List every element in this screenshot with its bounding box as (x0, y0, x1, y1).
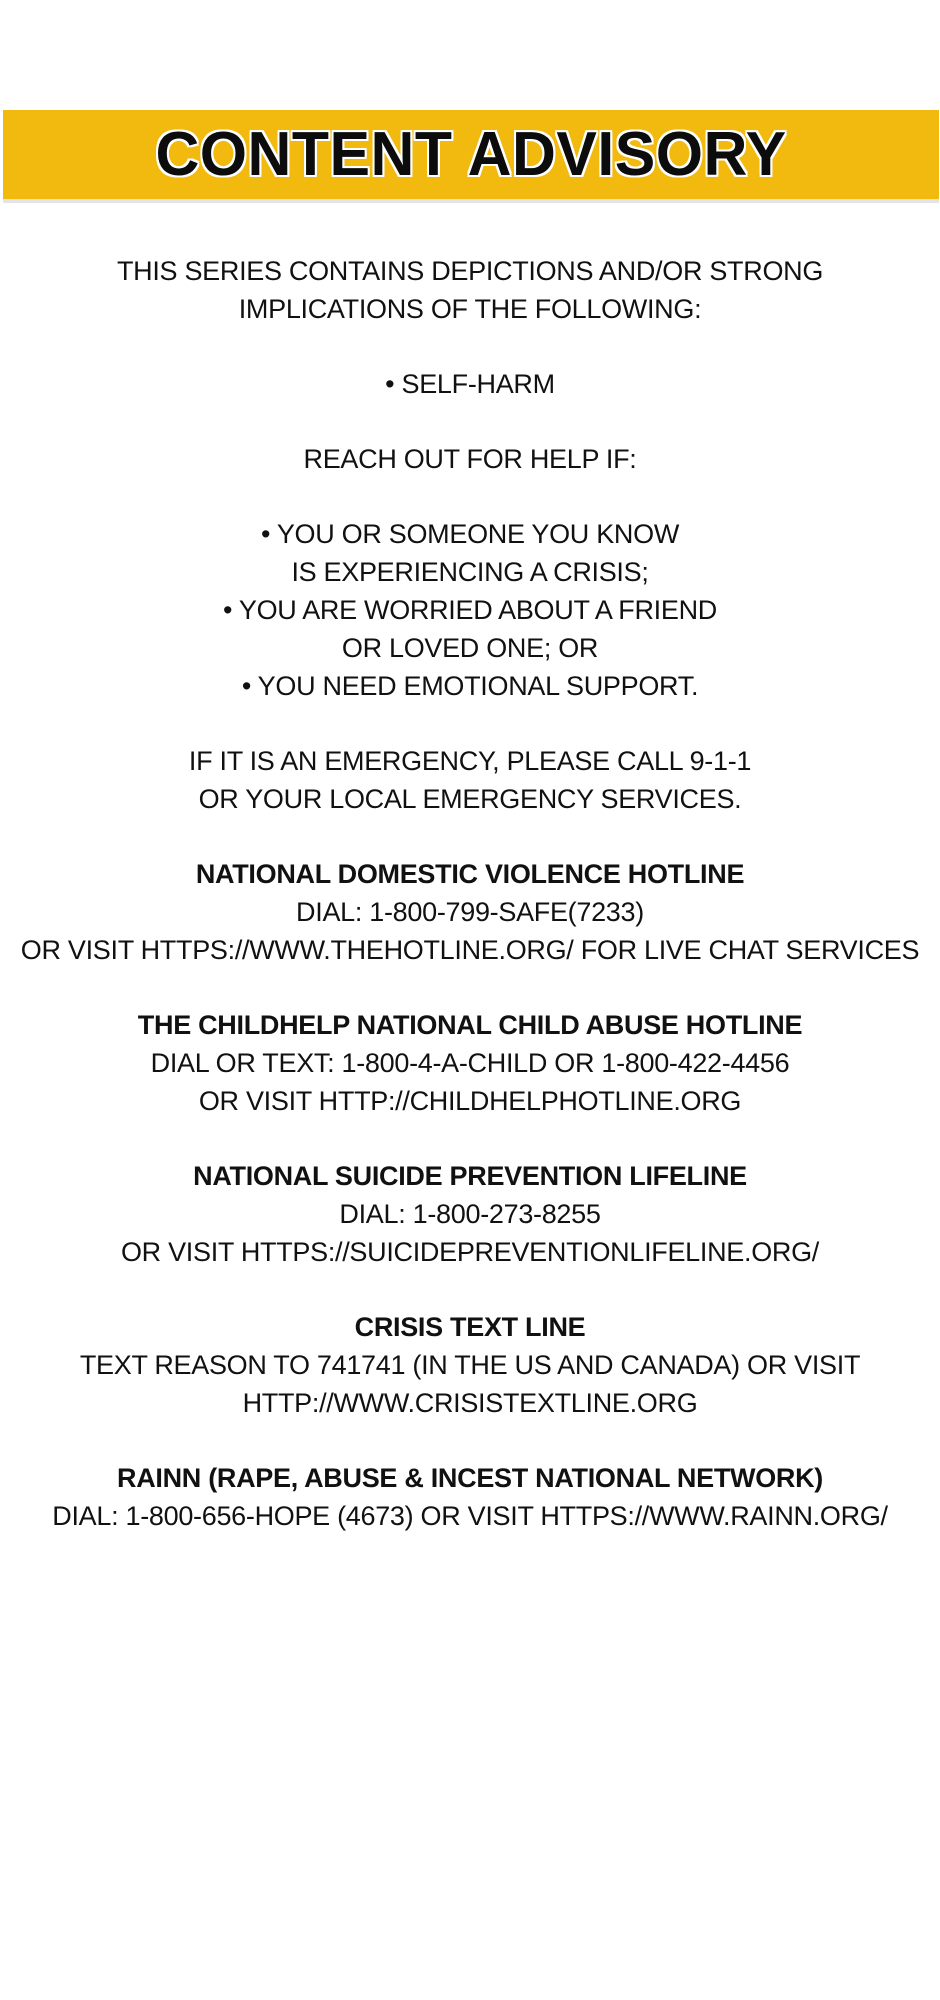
resource-line: TEXT REASON TO 741741 (IN THE US AND CANADA) OR VISIT (79, 1350, 861, 1380)
reach-out-line: • YOU NEED EMOTIONAL SUPPORT. (241, 671, 699, 701)
resource-name: NATIONAL SUICIDE PREVENTION LIFELINE (193, 1161, 747, 1191)
reach-out-section (0, 440, 940, 705)
resource-line: OR VISIT HTTPS://SUICIDEPREVENTIONLIFELINE.ORG/ (120, 1237, 820, 1267)
topic-item: • SELF-HARM (385, 369, 555, 399)
resource-line: OR VISIT HTTP://CHILDHELPHOTLINE.ORG (198, 1086, 742, 1116)
emergency-line: IF IT IS AN EMERGENCY, PLEASE CALL 9-1-1 (188, 746, 752, 776)
reach-out-line: • YOU ARE WORRIED ABOUT A FRIEND (223, 595, 717, 625)
resource-name: NATIONAL DOMESTIC VIOLENCE HOTLINE (195, 859, 745, 889)
resource-line: HTTP://WWW.CRISISTEXTLINE.ORG (242, 1388, 698, 1418)
emergency-notice (0, 742, 940, 818)
resource-name: CRISIS TEXT LINE (354, 1312, 586, 1342)
resource-rainn (0, 1459, 940, 1535)
reach-out-line: IS EXPERIENCING A CRISIS; (291, 557, 649, 587)
resource-line: DIAL OR TEXT: 1-800-4-A-CHILD OR 1-800-422-4456 (150, 1048, 790, 1078)
resource-line: DIAL: 1-800-656-HOPE (4673) OR VISIT HTTPS://WWW.RAINN.ORG/ (52, 1501, 888, 1531)
intro-line: THIS SERIES CONTAINS DEPICTIONS AND/OR STRONG (116, 256, 824, 286)
reach-out-line: OR LOVED ONE; OR (341, 633, 599, 663)
banner-title: CONTENT ADVISORY (155, 119, 787, 189)
resource-domestic-violence (0, 855, 940, 969)
resource-line: OR VISIT HTTPS://WWW.THEHOTLINE.ORG/ FOR LIVE CHAT SERVICES (20, 935, 920, 965)
intro-text (0, 252, 940, 328)
advisory-body (0, 252, 940, 1535)
emergency-line: OR YOUR LOCAL EMERGENCY SERVICES. (198, 784, 742, 814)
resource-crisis-text-line (0, 1308, 940, 1422)
resource-name: RAINN (RAPE, ABUSE & INCEST NATIONAL NETWORK) (117, 1463, 823, 1493)
resource-suicide-prevention (0, 1157, 940, 1271)
resource-line: DIAL: 1-800-273-8255 (339, 1199, 601, 1229)
resource-line: DIAL: 1-800-799-SAFE(7233) (296, 897, 644, 927)
intro-line: IMPLICATIONS OF THE FOLLOWING: (238, 294, 702, 324)
reach-out-line: • YOU OR SOMEONE YOU KNOW (260, 519, 679, 549)
resource-name: THE CHILDHELP NATIONAL CHILD ABUSE HOTLINE (137, 1010, 803, 1040)
topic-list (0, 365, 940, 403)
content-advisory-banner (3, 110, 939, 199)
reach-out-heading: REACH OUT FOR HELP IF: (303, 444, 637, 474)
resource-childhelp (0, 1006, 940, 1120)
